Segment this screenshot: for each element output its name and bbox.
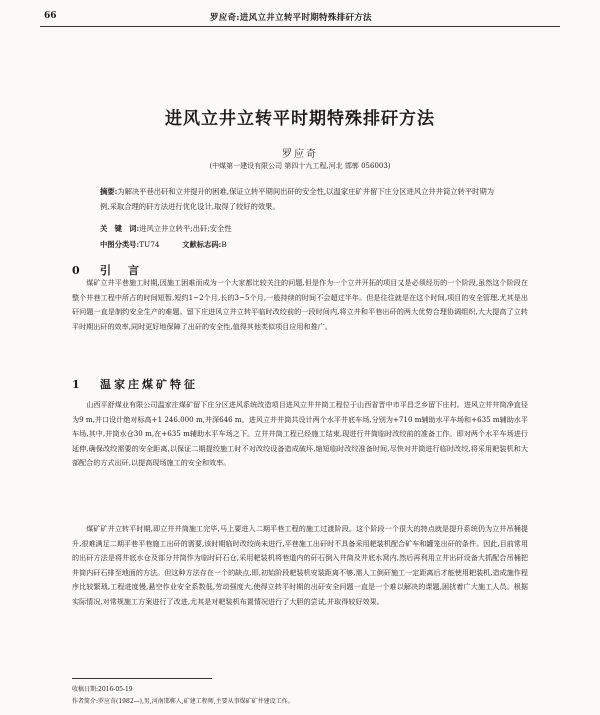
article-title: 进风立井立转平时期特殊排矸方法 — [165, 109, 435, 129]
article-author: 罗应奇 — [282, 149, 318, 160]
classification-value: TU74 — [139, 240, 160, 249]
paragraph: 煤矿立井平巷施工时期,因施工困难而成为一个大家都比较关注的问题,但是作为一个立井开拓的项目又是必须经历的一个阶段,虽然这个阶段在整个井巷工程中所占的时间短暂,短约1~2个月,长的3~5个月,一般持续的时间不会超过半年。但是往往就是在这个时间,项目的安全管理,尤其是出矸问题一直是制约安全生产的难题。留下庄进风立井立转平临时改绞前的一段时间内,将立井和平巷出矸的两大优势合理协调组织,大大提高了立转平时期出矸的效率,同时更好地保障了出矸的安全性,值得其他类似项目应用和推广。 — [72, 278, 528, 331]
author-bio: 作者简介:罗应奇(1982—),男,河南邯郸人,矿建工程师,主要从事煤矿矿井建设工作。 — [72, 698, 294, 705]
paragraph: 煤矿矿井立转平时期,即立井井筒施工完毕,马上要进入二期平巷工程的施工过渡阶段。这个阶段一个很大的特点就是提升系统仍为立井吊桶提升,很难满足二期平巷平巷施工出矸的需要,该时期临时改绞尚未进行,平巷施工出矸时不具备采用耙装机配合矿车和罐笼出矸的条件。因此,目前常用的出矸方法是将井底水仓及部分井筒作为临时矸石仓,采用耙装机将巷道内的矸石倒入井筒及井底水窝内,然后再利用立井出矸设备大抓配合吊桶把井筒内矸石排至地面的方法。但这种方法存在一个的缺点,即,初始阶段耙装机安装距离不够,需人工倒矸施工一定距离后才能使用耙装机,造成施作程序比较繁琐,工程进度慢,悬空作业安全系数低,劳动强度大,使得立转平时期的出矸安全问题一直是一个难以解决的课题,困扰着广大施工人员。根据实际情况,对常规施工方案进行了改进,尤其是对耙装机布置情况进行了大胆的尝试,并取得较好效果。 — [72, 524, 528, 606]
section-heading-features — [72, 376, 198, 392]
paragraph: 山西平舒煤业有限公司温家庄煤矿留下庄分区进风系统改造项目进风立井井筒工程位于山西省晋中市平昌乏乡留下庄村。进风立井井筒净直径为9 m,井口设计绝对标高+1 246.000 m,井深646 m。进风立井井筒共设计两个水平井底车场,分别为+710 m辅助水平车场和+635 m辅助水平车场,其中,井筒水仓30 m,在+635 m辅助水平车场之下。立井井筒工程已经施工结束,现进行井筒临时改绞前的准备工作。即对两个水平车场进行延伸,确保改绞需要的安全距离,以保证二期提绞施工时不对改绞设备造成破坏,缩短临时改绞准备时间,尽快对井筒进行临时改绞,将采用耙装机和大部配合的方式出矸,以提高现场施工的安全和效率。 — [72, 400, 528, 467]
page-header — [40, 8, 560, 26]
author-affiliation: (中煤第一建设有限公司 第四十九工程,河北 邯郸 056003) — [209, 162, 391, 170]
running-head: 罗应奇:进风立井立转平时期特殊排矸方法 — [210, 13, 372, 23]
abstract-label: 摘要: — [100, 187, 118, 196]
section-title: 引 言 — [100, 264, 142, 277]
keywords-text: 进风立井立转平;出矸;安全性 — [139, 224, 232, 233]
section-number: 1 — [72, 378, 83, 391]
abstract — [100, 184, 500, 214]
keywords — [100, 224, 232, 234]
section-title: 温家庄煤矿特征 — [100, 378, 198, 391]
received-date: 收稿日期:2016-05-19 — [72, 686, 133, 693]
classification-label: 中图分类号: — [100, 240, 140, 249]
page-number: 66 — [44, 11, 57, 21]
doc-code-label: 文献标志码: — [182, 240, 222, 249]
doc-code-value: B — [221, 240, 227, 249]
footnote-rule — [72, 678, 212, 679]
header-rule — [40, 26, 560, 27]
abstract-text: 为解决平巷出矸和立井提升的困难,保证立转平期间出矸的安全性,以温家庄矿井留下庄分区进风立井井筒立转平时期为例,采取合理的矸方法进行优化设计,取得了较好的效果。 — [100, 187, 495, 211]
classification — [100, 240, 227, 250]
section-number: 0 — [72, 264, 83, 277]
keywords-label: 关 键 词: — [100, 224, 140, 233]
